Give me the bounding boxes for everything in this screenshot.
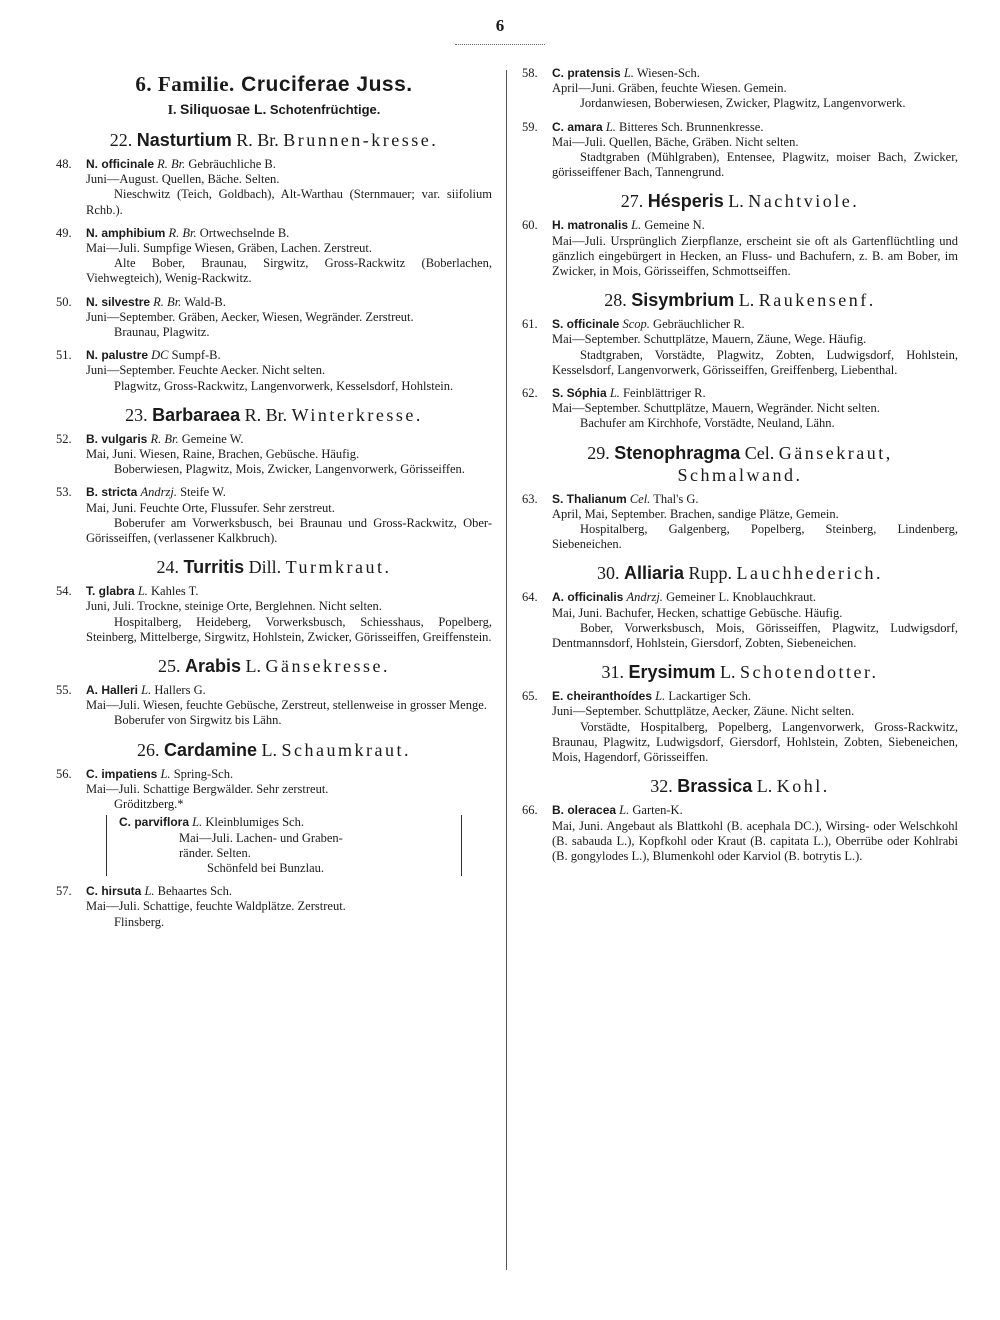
species-name: B. vulgaris	[86, 431, 148, 446]
species-heading	[86, 683, 492, 698]
genus-number: 27.	[620, 191, 644, 212]
species-number: 62.	[522, 386, 538, 401]
species-author: DC	[151, 348, 169, 363]
species-number: 53.	[56, 485, 72, 500]
species-habitat: Mai—September. Schuttplätze, Mauern, Zäune, Wege. Häufig.	[552, 332, 867, 347]
species-name: S. Sóphia	[552, 386, 607, 401]
species-heading	[86, 485, 492, 500]
species-entry	[522, 218, 958, 279]
species-localities: Alte Bober, Braunau, Sirgwitz, Gross-Rackwitz (Boberlachen, Viehwegteich), Wenig-Rackwitz.	[86, 256, 492, 286]
genus-german-name: Brunnen-kresse.	[283, 130, 439, 150]
species-name: C. impatiens	[86, 766, 158, 781]
genus-author: L.	[738, 290, 755, 311]
genus-heading	[56, 655, 492, 677]
right-column	[522, 66, 958, 872]
genus-heading	[522, 442, 958, 486]
species-author: R. Br.	[168, 225, 197, 240]
species-entry	[56, 485, 492, 546]
species-author: L.	[137, 584, 148, 599]
species-localities: Boberufer von Sirgwitz bis Lähn.	[114, 713, 282, 728]
genus-name: Brassica	[677, 776, 753, 797]
species-author: R. Br.	[153, 294, 182, 309]
species-author: R. Br.	[150, 431, 179, 446]
left-column	[56, 66, 492, 938]
species-number: 65.	[522, 689, 538, 704]
genus-author: L.	[245, 656, 262, 677]
left-entries	[56, 129, 492, 930]
species-author: Cel.	[629, 491, 651, 506]
species-name: N. palustre	[86, 348, 149, 363]
species-german-name: Sumpf-B.	[171, 348, 221, 363]
species-number: 64.	[522, 590, 538, 605]
species-localities: Jordanwiesen, Boberwiesen, Zwicker, Plagwitz, Langenvorwerk.	[580, 96, 906, 111]
species-entry	[522, 317, 958, 378]
species-heading	[86, 884, 492, 899]
genus-author: R. Br.	[236, 130, 279, 150]
boxed-line: Schönfeld bei Bunzlau.	[207, 860, 324, 875]
species-heading	[552, 590, 958, 605]
genus-name: Alliaria	[624, 563, 685, 584]
species-habitat: Mai, Juni. Bachufer, Hecken, schattige Gebüsche. Häufig.	[552, 605, 843, 620]
species-localities: Gröditzberg.*	[114, 797, 184, 812]
species-entry	[56, 295, 492, 341]
page-number: 6	[495, 16, 505, 35]
species-number: 56.	[56, 766, 72, 781]
genus-number: 24.	[156, 557, 179, 578]
species-localities: Vorstädte, Hospitalberg, Popelberg, Langenvorwerk, Gross-Rackwitz, Braunau, Plagwitz, Ludwigsdorf, Giersdorf, Hohlstein, Zobten, Siebeneichen, Mois, Hagendorf, Görisseiffen.	[552, 719, 958, 765]
species-number: 50.	[56, 294, 72, 309]
species-entry	[56, 157, 492, 218]
genus-name: Arabis	[185, 656, 242, 677]
species-author: L.	[141, 683, 152, 698]
species-german-name: Gebräuchliche B.	[188, 157, 276, 171]
species-habitat: Mai—Juli. Schattige Bergwälder. Sehr zerstreut.	[86, 781, 329, 796]
species-habitat: Mai—Juli. Ursprünglich Zierpflanze, erscheint sie oft als Gartenflüchtling und gänzlich eingebürgert in Hecken, an Fluss- und Bachufern, z. B. am Bober, im Zwicker, in Mois, Görisseiffen, Schmottseiffen.	[552, 233, 958, 279]
species-german-name: Steife W.	[180, 485, 226, 500]
species-name: C. amara	[552, 119, 603, 134]
species-german-name: Bitteres Sch. Brunnenkresse.	[619, 119, 764, 134]
species-habitat: Mai—September. Schuttplätze, Mauern, Wegränder. Nicht selten.	[552, 401, 880, 416]
species-name: B. oleracea	[552, 803, 617, 818]
species-habitat: Mai, Juni. Feuchte Orte, Flussufer. Sehr zerstreut.	[86, 500, 335, 515]
species-localities: Nieschwitz (Teich, Goldbach), Alt-Warthau (Sternmauer; var. siifolium Rchb.).	[86, 187, 492, 217]
species-name: E. cheiranthoídes	[552, 689, 653, 704]
species-number: 59.	[522, 119, 538, 134]
genus-author: R. Br.	[244, 404, 288, 425]
species-habitat: Mai—Juli. Wiesen, feuchte Gebüsche, Zerstreut, stellenweise in grosser Menge.	[86, 698, 487, 713]
species-entry	[522, 590, 958, 651]
family-name: Cruciferae	[241, 73, 351, 96]
genus-heading	[522, 289, 958, 311]
species-habitat: Mai, Juni. Wiesen, Raine, Brachen, Gebüsche. Häufig.	[86, 447, 360, 462]
species-localities: Bober, Vorwerksbusch, Mois, Görisseiffen, Plagwitz, Ludwigsdorf, Dentmannsdorf, Hohlstein, Giersdorf, Zobten, Siebeneichen.	[552, 620, 958, 651]
species-entry	[522, 386, 958, 432]
genus-heading	[56, 129, 492, 151]
species-localities: Flinsberg.	[114, 914, 165, 929]
species-name: C. hirsuta	[86, 884, 142, 899]
species-heading	[552, 66, 958, 81]
species-german-name: Ortwechselnde B.	[199, 225, 290, 240]
genus-author: L.	[261, 739, 278, 760]
boxed-heading	[119, 815, 449, 830]
species-entry	[522, 803, 958, 864]
species-author: L.	[655, 689, 666, 704]
species-entry	[56, 884, 492, 930]
subfamily-heading	[56, 101, 492, 119]
species-entry	[522, 66, 958, 112]
species-localities: Hospitalberg, Galgenberg, Popelberg, Steinberg, Lindenberg, Siebeneichen.	[552, 522, 958, 552]
genus-number: 28.	[604, 290, 627, 311]
species-number: 63.	[522, 491, 538, 506]
species-number: 61.	[522, 317, 538, 332]
genus-author: Dill.	[248, 557, 282, 578]
genus-author: Cel.	[744, 442, 775, 463]
species-name: C. pratensis	[552, 66, 621, 80]
genus-author: L.	[756, 776, 773, 797]
species-german-name: Hallers G.	[154, 683, 206, 698]
genus-name: Turritis	[183, 557, 245, 578]
genus-author: Rupp.	[688, 563, 733, 584]
species-entry	[522, 689, 958, 765]
species-number: 48.	[56, 157, 72, 171]
subfamily-number: I.	[167, 103, 177, 118]
species-localities: Boberwiesen, Plagwitz, Mois, Zwicker, Langenvorwerk, Görisseiffen.	[114, 462, 465, 477]
genus-number: 22.	[109, 130, 133, 150]
genus-heading	[522, 562, 958, 584]
genus-german-name: Schotendotter.	[740, 662, 879, 683]
species-german-name: Feinblättriger R.	[623, 386, 706, 401]
genus-number: 31.	[601, 662, 624, 683]
species-entry	[56, 767, 492, 876]
species-heading	[86, 767, 492, 782]
species-habitat: Juni—September. Schuttplätze, Aecker, Zäune. Nicht selten.	[552, 704, 855, 719]
boxed-line: ränder. Selten.	[179, 845, 251, 860]
species-number: 66.	[522, 803, 538, 818]
boxed-line: Mai—Juli. Lachen- und Graben-	[179, 830, 343, 845]
species-heading	[86, 584, 492, 599]
species-heading	[552, 386, 958, 401]
species-german-name: Kahles T.	[151, 584, 199, 599]
species-name: N. officinale	[86, 157, 155, 171]
genus-number: 26.	[136, 739, 160, 760]
species-german-name: Kleinblumiges Sch.	[205, 815, 304, 830]
genus-number: 32.	[650, 776, 673, 797]
species-habitat: Juni—September. Gräben, Aecker, Wiesen, Wegränder. Zerstreut.	[86, 309, 414, 324]
species-heading	[552, 218, 958, 233]
species-name: S. Thalianum	[552, 491, 627, 506]
species-german-name: Lackartiger Sch.	[668, 689, 751, 704]
species-heading	[86, 157, 492, 172]
species-author: L.	[619, 803, 630, 818]
species-author: L.	[631, 218, 642, 233]
genus-number: 23.	[125, 404, 148, 425]
boxed-note	[106, 815, 462, 876]
species-german-name: Gemeine N.	[644, 218, 705, 233]
species-name: C. parviflora	[119, 815, 190, 830]
genus-name: Erysimum	[628, 662, 716, 683]
species-author: Andrzj.	[626, 590, 663, 605]
genus-german-name: Raukensenf.	[758, 290, 876, 311]
species-entry	[56, 226, 492, 287]
species-localities: Bachufer am Kirchhofe, Vorstädte, Neuland, Lähn.	[580, 416, 835, 431]
genus-name: Hésperis	[647, 191, 724, 212]
species-german-name: Gemeine W.	[181, 431, 244, 446]
species-number: 49.	[56, 225, 72, 240]
genus-number: 25.	[158, 656, 181, 677]
species-author: R. Br.	[157, 157, 186, 171]
species-habitat: Juni—September. Feuchte Aecker. Nicht selten.	[86, 363, 326, 378]
right-entries	[522, 66, 958, 864]
species-author: Scop.	[622, 317, 650, 332]
species-number: 54.	[56, 584, 72, 599]
species-entry	[56, 584, 492, 645]
species-heading	[552, 803, 958, 818]
species-author: Andrzj.	[140, 485, 177, 500]
species-number: 57.	[56, 884, 72, 899]
species-habitat: Mai—Juli. Sumpfige Wiesen, Gräben, Lachen. Zerstreut.	[86, 241, 372, 256]
family-heading	[56, 72, 492, 97]
species-german-name: Spring-Sch.	[173, 766, 234, 781]
species-name: H. matronalis	[552, 218, 629, 233]
species-heading	[86, 295, 492, 310]
species-localities: Plagwitz, Gross-Rackwitz, Langenvorwerk, Kesselsdorf, Hohlstein.	[114, 378, 454, 393]
species-author: L.	[160, 766, 171, 781]
species-entry	[522, 120, 958, 181]
species-name: N. amphibium	[86, 225, 166, 240]
genus-german-name: Winterkresse.	[291, 404, 423, 425]
species-habitat: Juni, Juli. Trockne, steinige Orte, Berglehnen. Nicht selten.	[86, 599, 382, 614]
genus-german-name: Nachtviole.	[748, 191, 860, 212]
species-entry	[56, 432, 492, 478]
genus-name: Sisymbrium	[631, 290, 735, 311]
genus-german-name: Schaumkraut.	[281, 739, 412, 760]
genus-german-name: Gänsekraut, Schmalwand.	[677, 442, 893, 485]
family-author: Juss.	[356, 73, 413, 96]
species-heading	[552, 317, 958, 332]
species-name: T. glabra	[86, 584, 135, 599]
species-number: 60.	[522, 218, 538, 233]
species-entry	[56, 683, 492, 729]
page-number-rule	[455, 44, 545, 45]
species-german-name: Gemeiner L. Knoblauchkraut.	[666, 590, 817, 605]
species-german-name: Behaartes Sch.	[157, 884, 232, 899]
species-localities: Stadtgraben, Vorstädte, Plagwitz, Zobten, Ludwigsdorf, Hohlstein, Kesselsdorf, Langenvorwerk, Görisseiffen, Greiffenberg, Liebenthal.	[552, 347, 958, 377]
species-habitat: Mai—Juli. Schattige, feuchte Waldplätze. Zerstreut.	[86, 899, 346, 914]
species-german-name: Wiesen-Sch.	[636, 66, 700, 80]
genus-author: L.	[720, 662, 736, 683]
subfamily-german: Schotenfrüchtige.	[269, 102, 381, 117]
species-heading	[86, 432, 492, 447]
species-number: 51.	[56, 348, 72, 363]
genus-heading	[522, 661, 958, 683]
species-author: L.	[605, 119, 616, 134]
species-author: L.	[144, 884, 155, 899]
genus-number: 29.	[587, 442, 610, 463]
species-habitat: Mai—Juli. Quellen, Bäche, Gräben. Nicht selten.	[552, 134, 799, 149]
species-number: 52.	[56, 431, 72, 446]
species-localities: Stadtgraben (Mühlgraben), Entensee, Plagwitz, moiser Bach, Zwicker, görisseiffener Bach, Tannengrund.	[552, 150, 958, 180]
genus-name: Cardamine	[163, 739, 258, 760]
species-german-name: Gebräuchlicher R.	[653, 317, 745, 332]
species-author: L.	[623, 66, 634, 80]
family-prefix: 6. Familie.	[135, 72, 235, 96]
genus-heading	[522, 775, 958, 797]
species-number: 58.	[522, 66, 538, 80]
species-habitat: Mai, Juni. Angebaut als Blattkohl (B. acephala DC.), Wirsing- oder Welschkohl (B. sabauda L.), Kopfkohl oder Kraut (B. capitata L.), Oberrübe oder Kohlrabi (B. gongylodes L.), Blumenkohl oder Karviol (B. botrytis L.).	[552, 818, 958, 863]
species-habitat: April—Juni. Gräben, feuchte Wiesen. Gemein.	[552, 81, 787, 96]
species-name: N. silvestre	[86, 294, 151, 309]
species-german-name: Thal's G.	[653, 491, 699, 506]
genus-name: Stenophragma	[614, 442, 741, 463]
species-name: A. officinalis	[552, 590, 624, 605]
genus-heading	[522, 190, 958, 212]
species-number: 55.	[56, 683, 72, 698]
species-localities: Braunau, Plagwitz.	[114, 325, 210, 340]
species-heading	[552, 689, 958, 704]
species-localities: Boberufer am Vorwerksbusch, bei Braunau und Gross-Rackwitz, Ober-Görisseiffen, (verlassener Kalkbruch).	[86, 515, 492, 546]
species-heading	[552, 492, 958, 507]
species-name: S. officinale	[552, 317, 620, 332]
species-name: B. stricta	[86, 485, 138, 500]
genus-name: Nasturtium	[136, 130, 232, 150]
genus-heading	[56, 404, 492, 426]
species-name: A. Halleri	[86, 683, 139, 698]
species-localities: Hospitalberg, Heideberg, Vorwerksbusch, Schiesshaus, Popelberg, Steinberg, Mittelberge, Sirgwitz, Hohlstein, Zwicker, Görisseiffen, Greiffenstein.	[86, 614, 492, 644]
genus-author: L.	[728, 191, 744, 212]
genus-german-name: Turmkraut.	[285, 557, 392, 578]
column-divider	[506, 70, 507, 1270]
species-heading	[552, 120, 958, 135]
species-heading	[86, 348, 492, 363]
species-entry	[522, 492, 958, 553]
species-entry	[56, 348, 492, 394]
species-german-name: Garten-K.	[632, 803, 683, 818]
genus-german-name: Gänsekresse.	[265, 656, 390, 677]
species-author: L.	[192, 815, 203, 830]
genus-german-name: Lauchhederich.	[736, 563, 883, 584]
subfamily-name: Siliquosae L.	[180, 101, 267, 117]
genus-number: 30.	[597, 563, 620, 584]
species-heading	[86, 226, 492, 241]
genus-german-name: Kohl.	[776, 776, 830, 797]
species-author: L.	[609, 386, 620, 401]
genus-name: Barbaraea	[152, 404, 241, 425]
species-habitat: April, Mai, September. Brachen, sandige Plätze, Gemein.	[552, 506, 839, 521]
genus-heading	[56, 739, 492, 761]
genus-heading	[56, 556, 492, 578]
species-german-name: Wald-B.	[184, 294, 226, 309]
species-habitat: Juni—August. Quellen, Bäche. Selten.	[86, 172, 280, 187]
